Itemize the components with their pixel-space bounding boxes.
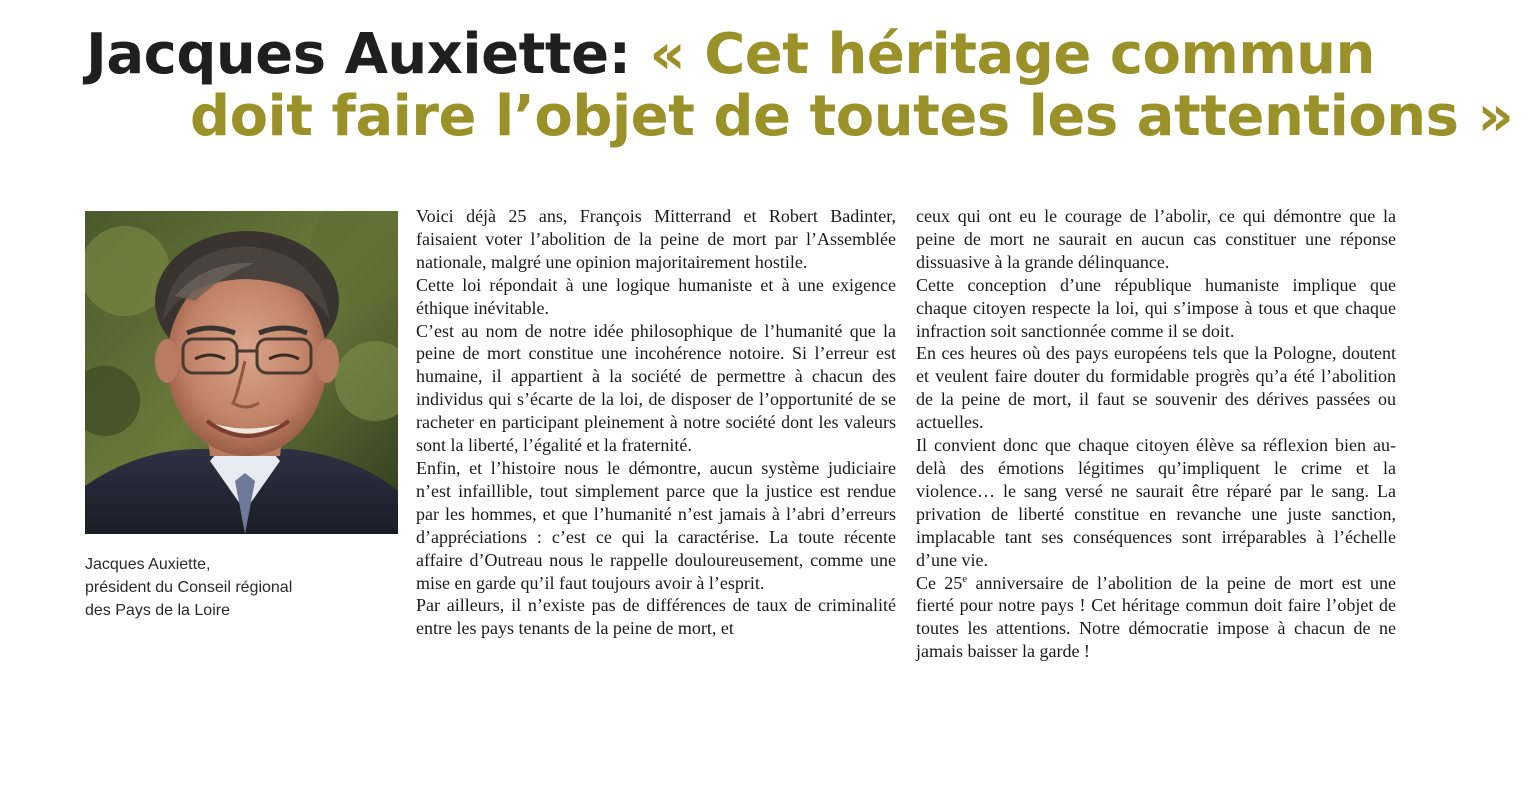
column-1-paragraph-2: Cette loi répondait à une logique humaniste et à une exigence éthique inévitable.: [416, 274, 896, 318]
article-column-1: [416, 205, 896, 640]
headline-quote-part-1: « Cet héritage commun: [649, 22, 1375, 87]
portrait-photo: [85, 211, 398, 534]
paragraph-5-start: Ce 25: [916, 572, 963, 593]
column-1-paragraph-3: C’est au nom de notre idée philosophique de l’humanité que la peine de mort constitue une incohérence notoire. Si l’erreur est humaine, il appartient à la société de permettre à chacun des individus qui s’écarte de la loi, de disposer de l’opportunité de se racheter en participant pleinement à notre société dont les valeurs sont la liberté, l’égalité et la fraternité.: [416, 320, 896, 456]
caption-line-3: des Pays de la Loire: [85, 602, 230, 619]
caption-line-1: Jacques Auxiette,: [85, 556, 211, 573]
portrait-illustration: [85, 211, 398, 534]
column-1-paragraph-4: Enfin, et l’histoire nous le démontre, aucun système judiciaire n’est infaillible, tout simplement parce que la justice est rendue par les hommes, et que l’humanité n’est jamais à l’abri d’erreurs d’appréciations : c’est ce qui la caractérise. La toute récente affaire d’Outreau nous le rappelle douloureusement, comme une mise en garde qu’il faut toujours avoir à l’esprit.: [416, 457, 896, 593]
headline-quote-part-2: doit faire l’objet de toutes les attentions »: [190, 84, 1514, 149]
headline-line-1: [0, 24, 1530, 86]
column-2-paragraph-4: Il convient donc que chaque citoyen élève sa réflexion bien au-delà des émotions légitimes qu’impliquent le crime et la violence… le sang versé ne saurait être réparé par le sang. La privation de liberté constitue en revanche une juste sanction, implacable tant ses conséquences sont irréparables à l’échelle d’une vie.: [916, 435, 1396, 570]
headline-colon: :: [608, 22, 631, 87]
headline-name: Jacques Auxiette: [86, 22, 609, 87]
headline: [0, 24, 1530, 148]
paragraph-5-rest: anniversaire de l’abolition de la peine de mort est une fierté pour notre pays ! Cet héritage commun doit faire l’objet de toutes les attentions. Notre démocratie impose à chacun de ne jamais baisser la garde !: [916, 572, 1397, 662]
column-1-paragraph-5: Par ailleurs, il n’existe pas de différences de taux de criminalité entre les pays tenants de la peine de mort, et: [416, 595, 896, 639]
caption-line-2: président du Conseil régional: [85, 579, 293, 596]
column-2-paragraph-3: En ces heures où des pays européens tels que la Pologne, doutent et veulent faire douter du formidable progrès qu’a été l’abolition de la peine de mort, il faut se souvenir des dérives passées ou actuelles.: [916, 343, 1396, 433]
article-column-2: [916, 205, 1396, 663]
column-1-paragraph-1: Voici déjà 25 ans, François Mitterrand et Robert Badinter, faisaient voter l’abolition de la peine de mort par l’Assemblée nationale, malgré une opinion majoritairement hostile.: [416, 206, 896, 272]
column-2-paragraph-2: Cette conception d’une république humaniste implique que chaque citoyen respecte la loi, qui s’impose à tous et que chaque infraction soit sanctionnée comme il se doit.: [916, 274, 1396, 341]
photo-caption: [85, 553, 405, 622]
column-2-paragraph-5: [916, 572, 1396, 664]
column-2-paragraph-1: ceux qui ont eu le courage de l’abolir, ce qui démontre que la peine de mort ne saurait en aucun cas constituer une réponse dissuasive à la grande délinquance.: [916, 206, 1396, 272]
ordinal-superscript: e: [962, 572, 968, 585]
